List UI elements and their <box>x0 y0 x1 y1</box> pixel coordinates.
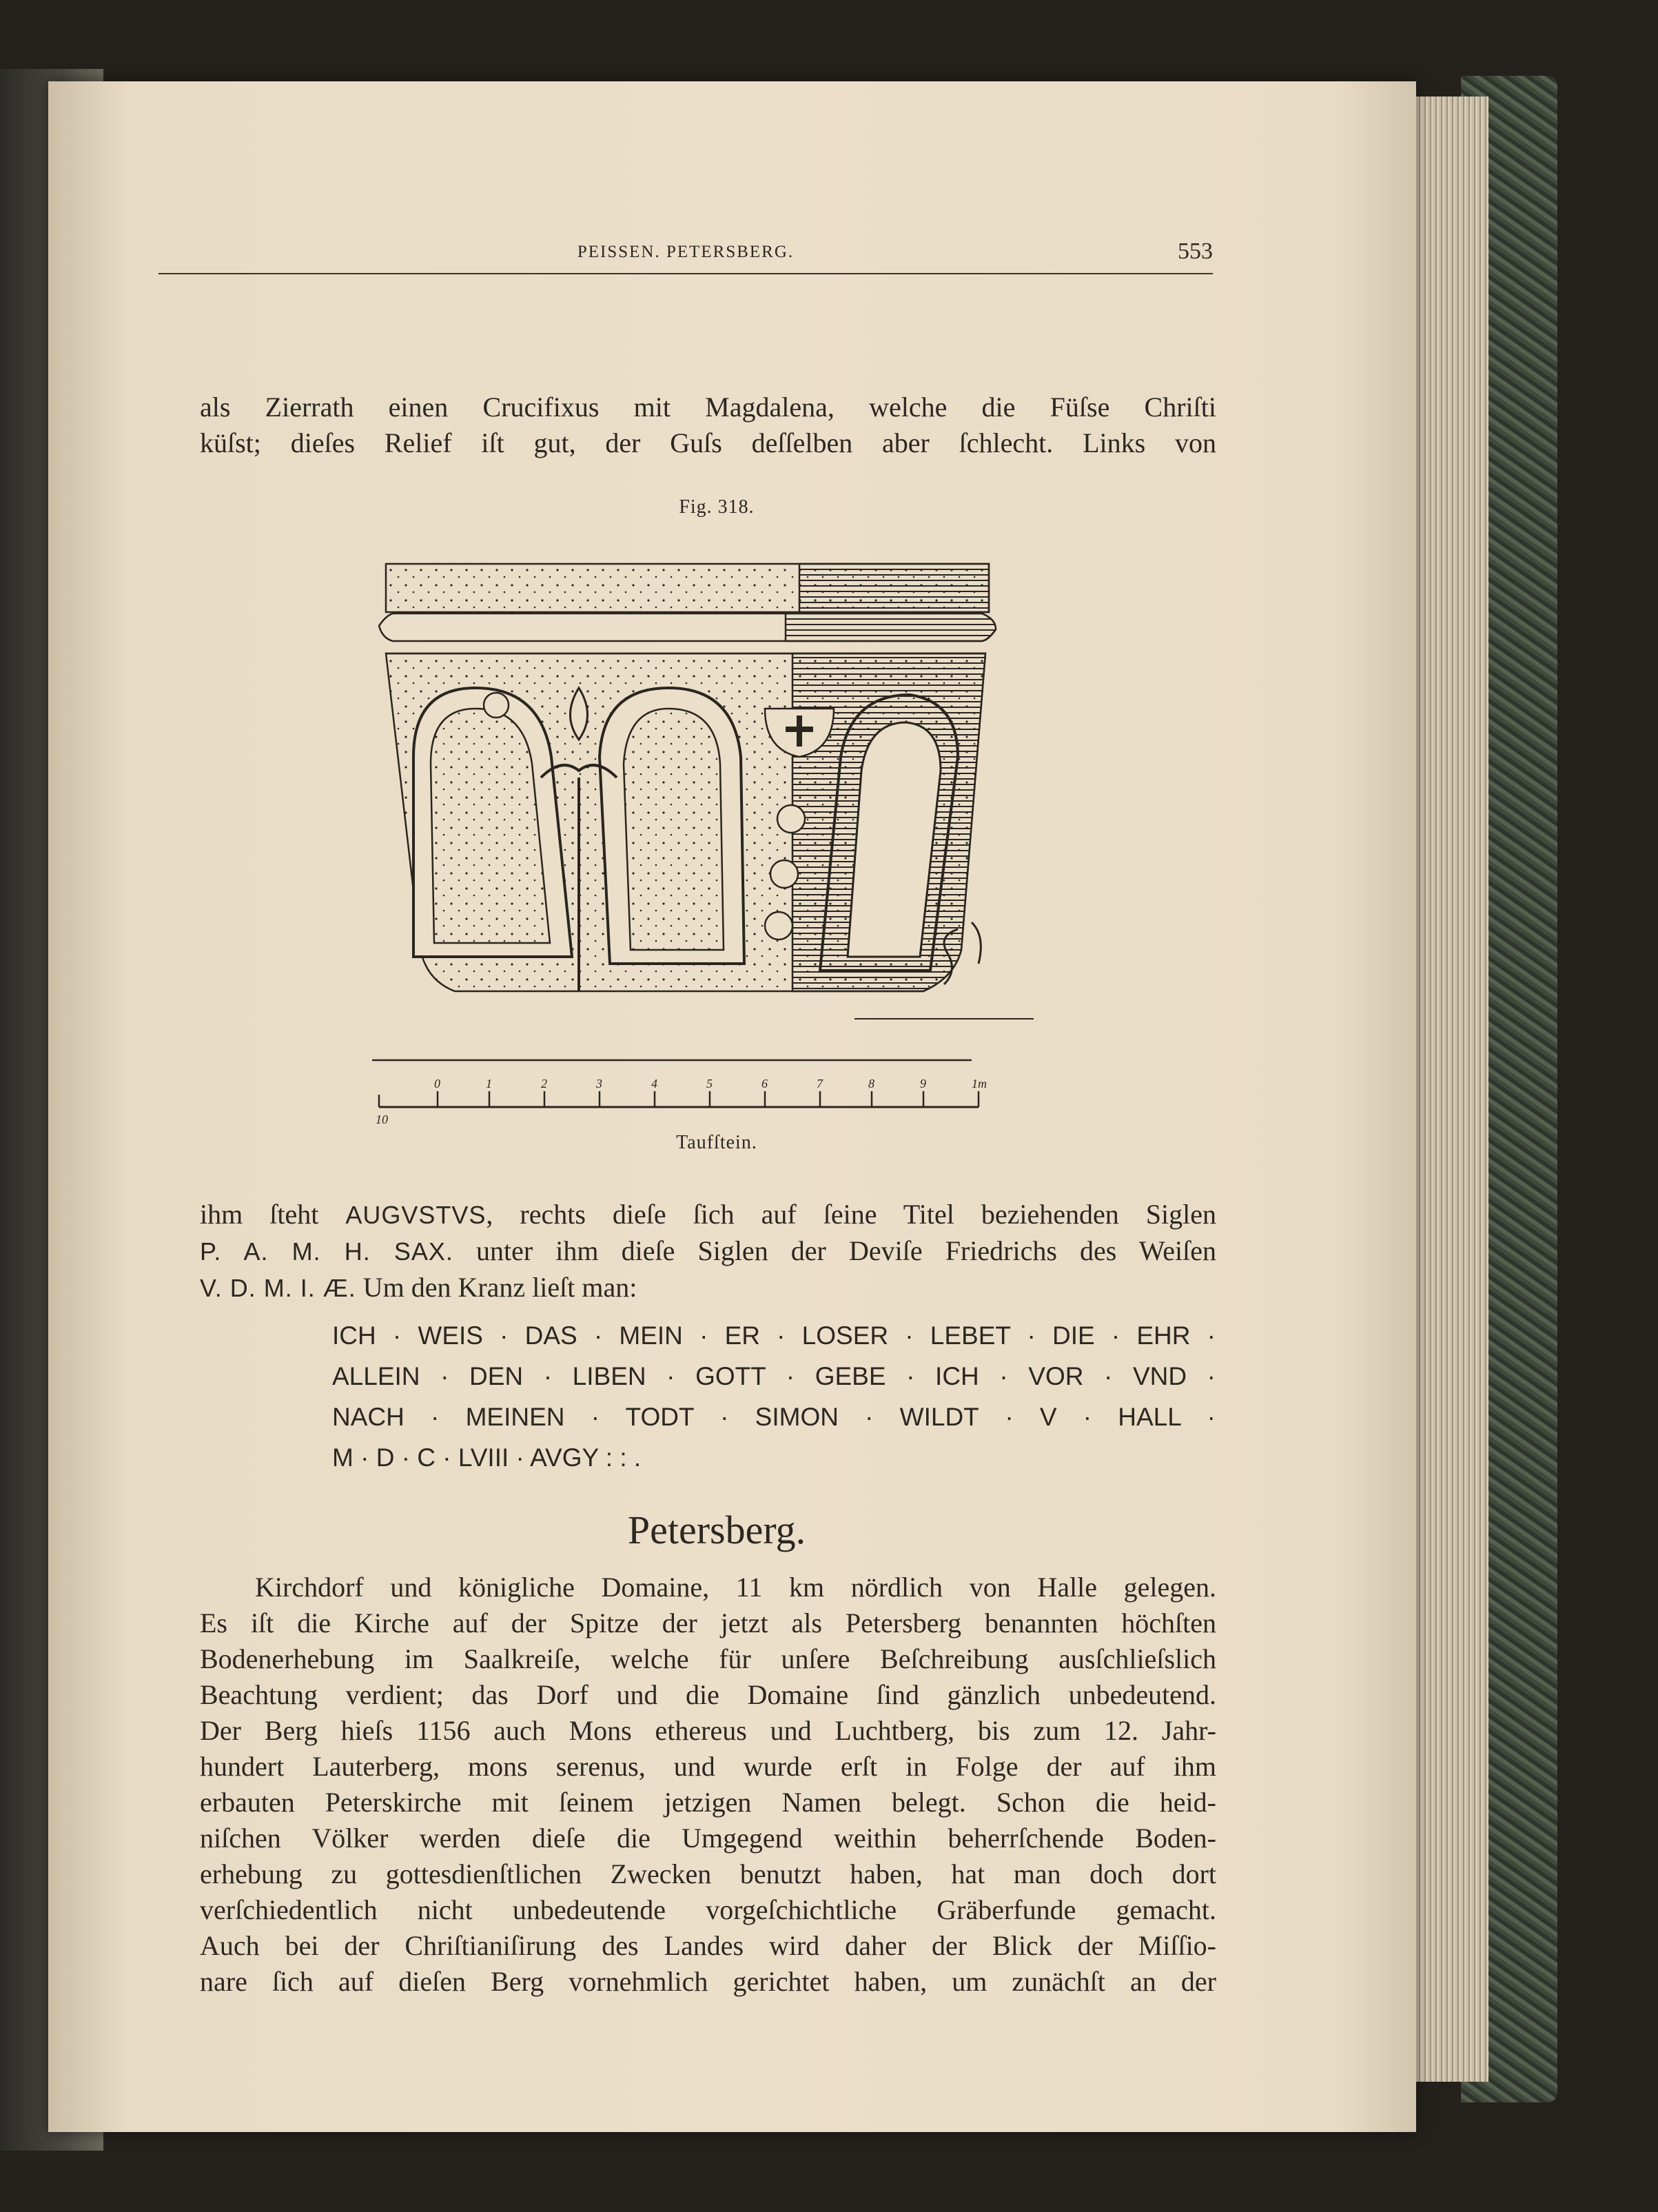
text-line: Beachtung verdient; das Dorf und die Domaine ſind gänzlich unbedeutend. <box>200 1679 1216 1710</box>
text-line: Kirchdorf und königliche Domaine, 11 km nördlich von Halle gelegen. <box>255 1572 1216 1603</box>
inscription-block <box>332 1315 1216 1478</box>
siglen-abbreviation: P. A. M. H. SAX. <box>200 1237 453 1266</box>
text-line: verſchiedentlich nicht unbedeutende vorgeſchichtliche Gräberfunde gemacht. <box>200 1894 1216 1925</box>
scale-label: 3 <box>596 1077 602 1090</box>
figure-caption: Taufſtein. <box>676 1132 757 1153</box>
book-page <box>48 81 1416 2132</box>
text-span: , rechts dieſe ſich auf ſeine Titel beziehenden Siglen <box>486 1199 1216 1230</box>
text-line: erbauten Peterskirche mit ſeinem jetzigen Namen belegt. Schon die heid- <box>200 1787 1216 1818</box>
text-span: Um den Kranz lieſt man: <box>356 1272 637 1303</box>
text-line: nare ſich auf dieſen Berg vornehmlich gerichtet haben, um zunächſt an der <box>200 1966 1216 1997</box>
scale-label: 6 <box>761 1077 768 1090</box>
scale-label: 10 <box>376 1113 388 1126</box>
inscription-line: ICH · WEIS · DAS · MEIN · ER · LOSER · LEBET · DIE · EHR · <box>332 1321 1216 1350</box>
intro-paragraph <box>200 389 1216 461</box>
scale-label: 2 <box>541 1077 547 1090</box>
scale-label: 1 <box>486 1077 492 1090</box>
text-line: Auch bei der Chriſtianiſirung des Landes wird daher der Blick der Miſſio- <box>200 1930 1216 1961</box>
text-line: Es iſt die Kirche auf der Spitze der jetzt als Petersberg benannten höchſten <box>200 1607 1216 1638</box>
text-line: erhebung zu gottesdienſtlichen Zwecken benutzt haben, hat man doch dort <box>200 1858 1216 1889</box>
text-span: ihm ſteht <box>200 1199 346 1230</box>
scale-label: 1m <box>972 1077 987 1090</box>
baptismal-font-illustration <box>372 550 1061 1129</box>
inscription-line: ALLEIN · DEN · LIBEN · GOTT · GEBE · ICH · VOR · VND · <box>332 1362 1216 1390</box>
text-line: hundert Lauterberg, mons serenus, und wurde erſt in Folge der auf ihm <box>200 1751 1216 1782</box>
scale-label: 5 <box>706 1077 713 1090</box>
siglen-paragraph <box>200 1197 1216 1306</box>
text-line <box>200 1197 1216 1233</box>
scale-label: 7 <box>817 1077 823 1090</box>
text-line: niſchen Völker werden dieſe die Umgegend weithin beherrſchende Boden- <box>200 1823 1216 1854</box>
text-line <box>200 1270 1216 1306</box>
scale-label: 8 <box>868 1077 874 1090</box>
text-line: Bodenerhebung im Saalkreiſe, welche für unſere Beſchreibung ausſchlieſslich <box>200 1643 1216 1674</box>
page-edges <box>1406 97 1488 2082</box>
text-span: unter ihm dieſe Siglen der Deviſe Friedrichs des Weiſen <box>453 1235 1216 1266</box>
figure-label: Fig. 318. <box>679 496 755 518</box>
scale-label: 4 <box>651 1077 657 1090</box>
text-line: küſst; dieſes Relief iſt gut, der Guſs deſſelben aber ſchlecht. Links von <box>200 427 1216 458</box>
inscription-word: AUGVSTVS <box>345 1201 487 1229</box>
inscription-line: M · D · C · LVIII · AVGY : : . <box>332 1443 642 1472</box>
text-line: als Zierrath einen Crucifixus mit Magdalena, welche die Füſse Chriſti <box>200 392 1216 423</box>
petersberg-paragraph <box>200 1570 1216 2000</box>
page-number: 553 <box>1178 239 1213 264</box>
scale-label: 0 <box>434 1077 440 1090</box>
header-title: PEISSEN. PETERSBERG. <box>577 243 795 261</box>
text-line: Der Berg hieſs 1156 auch Mons ethereus und Luchtberg, bis zum 12. Jahr- <box>200 1715 1216 1746</box>
siglen-abbreviation: V. D. M. I. Æ. <box>200 1274 356 1302</box>
scale-label: 9 <box>920 1077 926 1090</box>
inscription-line: NACH · MEINEN · TODT · SIMON · WILDT · V · HALL · <box>332 1403 1216 1431</box>
running-head <box>158 239 1213 274</box>
section-heading: Petersberg. <box>627 1508 806 1552</box>
text-line <box>200 1233 1216 1270</box>
